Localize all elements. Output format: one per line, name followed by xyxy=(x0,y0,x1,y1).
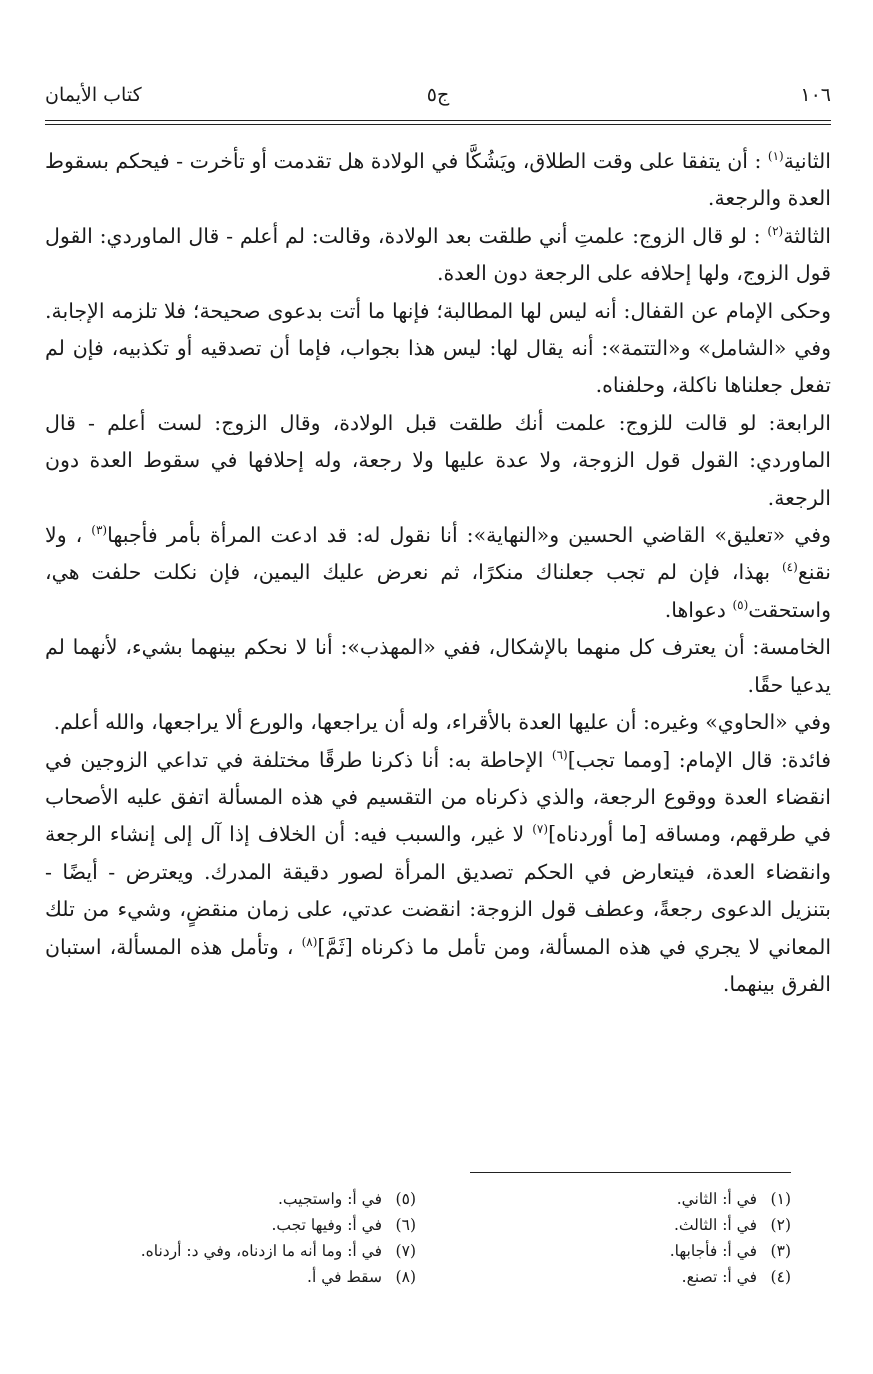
footnote-separator xyxy=(470,1172,791,1173)
paragraph: الثالثة$^{(٢)}$ : لو قال الزوج: علمتِ أني طلقت بعد الولادة، وقالت: لم أعلم - قال الماوردي: القول قول الزوج، ولها إحلافه على الرجعة دون العدة. xyxy=(45,223,831,286)
footnote-ref: (١) xyxy=(767,149,784,164)
volume-label: ج٥ xyxy=(426,84,450,106)
footnote-ref: (٨) xyxy=(301,934,318,949)
main-text xyxy=(45,143,831,1003)
header-rule-bottom xyxy=(45,124,831,125)
paragraph: وحكى الإمام عن القفال: أنه ليس لها المطالبة؛ فإنها ما أتت بدعوى صحيحة؛ فلا تلزمه الإجابة. وفي «الشامل» و«التتمة»: أنه يقال لها: ليس هذا بجواب، فإما أن تصدقيه أو تكذبيه، فإن لم تفعل جعلناها ناكلة، وحلفناه. xyxy=(45,298,831,398)
header-rule-top xyxy=(45,120,831,121)
footnote-column-right xyxy=(541,1186,791,1290)
paragraph: وفي «تعليق» القاضي الحسين و«النهاية»: أنا نقول له: قد ادعت المرأة بأمر فأجبها$^{(٣)}$ ، ولا نقنع$^{(٤)}$ بهذا، فإن لم تجب جعلناك منكرًا، ثم نعرض عليك اليمين، فإن نكلت حلفت هي، واستحقت$^{(٥)}$ دعواها. xyxy=(45,523,831,622)
footnote: (٧)في أ: وما أنه ما ازدناه، وفي د: أردناه. xyxy=(140,1242,416,1260)
footnote-ref: (٢) xyxy=(767,223,784,238)
paragraph: الخامسة: أن يعترف كل منهما بالإشكال، ففي «المهذب»: أنا لا نحكم بينهما بشيء، لأنهما لم يدعيا حقًا. xyxy=(45,635,831,697)
footnote-ref: (٣) xyxy=(91,523,108,538)
footnote: (٢)في أ: الثالث. xyxy=(673,1216,791,1234)
book-title: كتاب الأيمان xyxy=(45,84,142,106)
footnote-ref: (٥) xyxy=(732,598,749,613)
footnote-ref: (٤) xyxy=(781,560,798,575)
footnote: (٤)في أ: تصنع. xyxy=(681,1268,791,1286)
paragraph: الرابعة: لو قالت للزوج: علمت أنك طلقت قبل الولادة، وقال الزوج: لست أعلم - قال الماوردي: القول قول الزوجة، ولا عدة عليها ولا رجعة، وله إحلافها في سقوط العدة دون الرجعة. xyxy=(45,410,831,510)
footnote: (٥)في أ: واستجيب. xyxy=(278,1190,416,1208)
footnote-column-left xyxy=(56,1186,416,1290)
footnote: (٦)في أ: وفيها تجب. xyxy=(271,1216,416,1234)
paragraph: الثانية$^{(١)}$ : أن يتفقا على وقت الطلاق، ويَشُكَّا في الولادة هل تقدمت أو تأخرت - فيحكم بسقوط العدة والرجعة. xyxy=(45,149,831,211)
footnote: (٣)في أ: فأجابها. xyxy=(669,1242,791,1260)
running-header xyxy=(45,84,831,118)
footnote-ref: (٧) xyxy=(532,822,549,837)
page-number: ١٠٦ xyxy=(800,84,831,106)
paragraph: وفي «الحاوي» وغيره: أن عليها العدة بالأقراء، وله أن يراجعها، والورع ألا يراجعها، والله أعلم. xyxy=(53,710,831,735)
footnote: (٨)سقط في أ. xyxy=(307,1268,416,1286)
footnote: (١)في أ: الثاني. xyxy=(676,1190,791,1208)
paragraph: فائدة: قال الإمام: [ومما تجب]$^{(٦)}$ الإحاطة به: أنا ذكرنا طرقًا مختلفة في تداعي الزوجين في انقضاء العدة ووقوع الرجعة، والذي ذكرناه من التقسيم في هذه المسألة اتفق عليه الأصحاب في طرقهم، ومساقه [ما أوردناه]$^{(٧)}$ لا غير، والسبب فيه: أن الخلاف إذا آل إلى إنشاء الرجعة وانقضاء العدة، فيتعارض في الحكم تصديق المرأة لصور دقيقة المدرك. ويعترض - أيضًا - بتنزيل الدعوى رجعةً، وعطف قول الزوجة: انقضت عدتي، على زمان منقضٍ، وشيء من تلك المعاني لا يجري في هذه المسألة، ومن تأمل ما ذكرناه [ثَمَّ]$^{(٨)}$ ، وتأمل هذه المسألة، استبان الفرق بينهما. xyxy=(45,747,832,996)
footnote-ref: (٦) xyxy=(551,747,568,762)
